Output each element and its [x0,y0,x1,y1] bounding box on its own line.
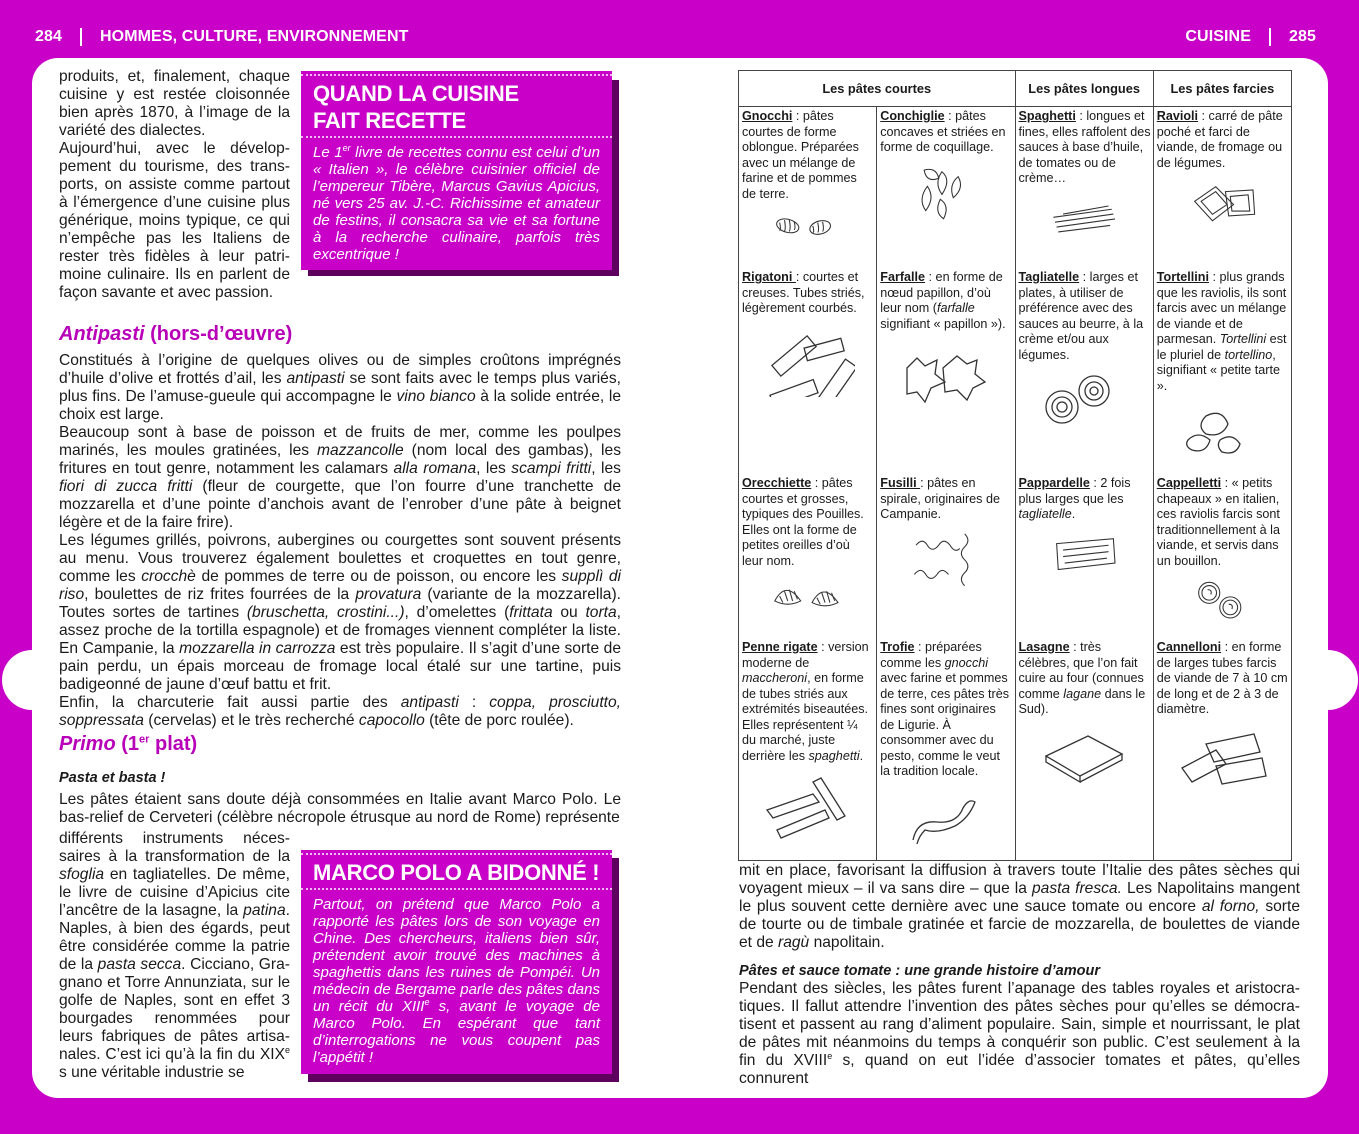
text-run: : « petits chapeaux » en italien, ces raviolis farcis sont traditionnellement à la viande, et servis dans un bouillon. [1156,476,1280,568]
italic-term: al forno, [1201,898,1260,915]
text-run: . [859,748,864,763]
pasta-cell [1015,474,1153,638]
italic-term: (bruschetta, crostini...) [246,604,405,621]
pasta-cell [739,268,877,474]
italic-term: torta [585,604,617,621]
farfalle-icon [880,338,1012,412]
text-run: : longues et fines, elles raffolent des sauces à base d’huile, de tomates ou de crème… [1018,109,1151,185]
table-row [739,638,1292,860]
text-run: , les [591,460,621,477]
text-run: : en forme de larges tubes farcis de viande de 7 à 10 cm de long et de 2 à 3 de diamètre. [1156,640,1288,716]
paragraph [59,532,621,694]
italic-term: alla romana [393,460,477,477]
conchiglie-icon [880,162,1012,222]
text-run: (tête de porc roulée). [424,712,574,729]
italic-term: vino bianco [396,388,476,405]
pasta-name: Tagliatelle [1018,270,1080,284]
italic-term: lagane [1063,686,1102,701]
text-run: : larges et plates, à utiliser de préférence avec des sauces au beurre, à la crème et/ou aux légumes. [1018,270,1144,362]
italic-term: antipasti [400,694,459,711]
italic-term: gnocchi [944,655,989,670]
text-run: Pendant des siècles, les pâtes furent l’apanage des tables royales et aristocratiques. Il fallut attendre l’invention des pâtes sèches pour qu’elles se démocratisent et passent au rang d’aliment populaire. Sain, simple et nourrissant, le plat de pâtes mit néanmoins du temps à conquérir son public. C’est seulement à la fin du XVIII [739,980,1300,1069]
pasta-cell [1153,107,1291,269]
italic-term: Tortellini [1219,332,1267,346]
paragraph [739,862,1300,952]
table-row [739,268,1292,474]
italic-term: capocollo [358,712,425,729]
italic-term: tortellino [1224,347,1273,362]
left-thumb-tab [2,650,62,710]
lasagne-icon [1019,724,1151,798]
table-header: Les pâtes longues [1015,71,1153,107]
section-heading-antipasti: Antipasti (hors-d’œuvre) [59,323,293,345]
text-run: (fleur de courgette, que l’on fourre d’une tranchette de mozzarella et d’une pointe d’anchois avant de l’enrober d’une pâte à beignet légère et de la faire frire). [59,478,621,531]
pasta-cell [1153,474,1291,638]
text-run: (nom local des gambas), les fritures en tout genre, notamment les calamars [59,442,621,477]
pasta-name: Gnocchi [742,109,793,123]
right-text-column [739,862,1300,1088]
italic-term: ragù [778,934,810,951]
italic-term: spaghetti [808,748,860,763]
right-running-header [1185,28,1316,46]
italic-term: tagliatelle [1018,507,1072,521]
pasta-name: Spaghetti [1018,109,1076,123]
text-run: : plus grands que les raviolis, ils sont farcis avec un mélange de viande et de parmesan. [1156,270,1287,346]
italic-term: supplì di riso [59,568,621,603]
header-divider [1269,28,1271,46]
right-thumb-tab [1298,650,1358,710]
text-run: Beaucoup sont à base de poisson et de fruits de mer, comme les poulpes marinés, les moules gratinées, les [59,424,621,459]
subheading: Pasta et basta ! [59,770,166,786]
text-run: avec farine et pommes de terre, ces pâtes très fines sont originaires de Ligurie. À consommer avec du pesto, comme le veut la tradition locale. [880,671,1010,778]
section-heading-primo: Primo (1er plat) [59,733,198,755]
paragraph [59,424,621,532]
text-run: napolitain. [809,934,885,951]
pasta-name: Pappardelle [1018,476,1090,490]
superscript: e [284,1044,290,1055]
paragraph: Les pâtes étaient sans doute déjà consommées en Italie avant Marco Polo. Le bas-relief de Cerveteri (célèbre nécropole étrusque au nord de Rome) représente [59,791,621,826]
left-section-title: HOMMES, CULTURE, ENVIRONNEMENT [100,28,409,45]
italic-term: coppa, prosciutto, soppressata [59,694,622,729]
text-run: ou [552,604,586,621]
text-run: de pommes de terre ou de poisson, ou encore les [195,568,562,585]
gnocchi-icon [742,208,874,268]
text-run: : préparées comme les [880,640,982,670]
box-title-line: QUAND LA CUISINE [313,81,519,106]
text-run: signifiant « papillon »). [880,316,1006,331]
intro-column [59,68,290,302]
text-run: différents instruments nécessaires à la transformation de la [59,830,290,865]
pasta-cell [877,268,1015,474]
text-run: à la solide entrée, le choix est large. [59,388,621,423]
italic-term: patina [243,902,286,919]
text-run: Les Napolitains mangent le plus souvent cette dernière avec une sauce tomate ou encore [739,880,1300,915]
pasta-types-table [738,70,1292,861]
table-row [739,474,1292,638]
italic-term: pasta fresca. [1031,880,1122,897]
primo-section [59,732,621,827]
pasta-cell [1153,638,1291,860]
pasta-name: Fusilli [880,476,921,490]
text-run: , boulettes de riz frites fourrées de la [84,586,356,603]
paragraph [739,980,1300,1088]
text-run: s une véritable industrie se [59,1064,245,1081]
paragraph [59,694,621,730]
text-run: mit en place, favorisant la diffusion à travers toute l’Italie des pâtes sèches qui voyagent mieux – il va sans dire – que la [739,862,1300,897]
paragraph [59,352,621,424]
pasta-name: Cannelloni [1156,640,1222,654]
italic-term: maccheroni [742,671,808,685]
antipasti-section [59,322,621,730]
rigatoni-icon [742,323,874,397]
pasta-cell [1153,268,1291,474]
right-page-number: 285 [1289,28,1316,45]
text-run: : pâtes en spirale, originaires de Campanie. [880,476,1000,521]
subheading: Pâtes et sauce tomate : une grande histoire d’amour [739,963,1100,979]
text-run: . Cicciano, Gragnano et Torre Annunziata, sur le golfe de Naples, sont en effet 3 bourgades renommées pour leurs fabriques de pâtes artisanales. C’est ici qu’à la fin du XIX [59,956,290,1063]
text-run: : très célèbres, que l’on fait cuire au four (connues comme [1018,640,1144,701]
orecchiette-icon [742,575,874,635]
italic-term: farfalle [936,301,975,315]
italic-term: crocchè [141,568,196,585]
text-run: en tagliatelles. De même, le livre de cuisine d’Apicius cite l’ancêtre de la lasagne, la [59,866,290,919]
box-title: MARCO POLO A BIDONNÉ ! [313,860,600,885]
left-running-header [35,28,408,46]
table-row [739,107,1292,269]
ravioli-icon [1157,177,1289,237]
text-run: : pâtes courtes de forme oblongue. Préparées avec un mélange de farine et de pommes de terre. [742,109,859,201]
pasta-cell [877,638,1015,860]
box-title-line: FAIT RECETTE [313,108,466,133]
italic-term: scampi fritti [511,460,592,477]
text-run: : version moderne de [742,640,869,670]
text-run: , en forme de tubes striés aux extrémités biseautées. Elles représentent ¼ du marché, juste derrière les [742,671,868,763]
pasta-name: Conchiglie [880,109,945,123]
pasta-name: Cappelletti [1156,476,1222,490]
intro-paragraph: produits, et, finalement, chaque cuisine y est restée cloisonnée bien après 1870, à l’image de la variété des dialectes. [59,68,290,139]
pasta-name: Penne rigate [742,640,818,654]
paragraph [59,830,290,1082]
text-run: : carré de pâte poché et farci de viande, de fromage ou de légumes. [1156,109,1283,170]
fusilli-icon [880,529,1012,589]
box-title [301,76,612,136]
italic-term: mozzarella in carrozza [179,640,336,657]
header-divider [80,28,82,46]
spaghetti-icon [1019,193,1151,253]
pasta-cell [739,638,877,860]
primo-column [59,830,290,1082]
text-run: , les [476,460,512,477]
text-run: sorte de tourte ou de timbale gratinée et farcie de mozzarella, de boulettes de viande et de [739,898,1300,951]
cappelletti-icon [1157,575,1289,635]
text-run: est très populaire. Il s’agit d’une sorte de pain perdu, un épais morceau de fromage local étalé sur une tartine, puis badigeonné de jaune d’œuf battu et frit. [59,640,622,693]
pasta-cell [1015,268,1153,474]
pasta-name: Ravioli [1156,109,1199,123]
pasta-name: Orecchiette [742,476,812,490]
text-run: , assez proche de la tortilla espagnole) et de fromages viennent compléter la liste. En Campanie, la [59,604,621,657]
italic-term: mazzancolle [317,442,404,459]
sidebar-box-marco-polo [301,850,612,1074]
tagliatelle-icon [1019,369,1151,443]
pasta-name: Tortellini [1156,270,1209,284]
text-run: Enfin, la charcuterie fait aussi partie des [59,694,401,711]
pasta-name: Trofie [880,640,915,654]
text-run: , d’omelettes ( [404,604,510,621]
italic-term: frittata [509,604,553,621]
italic-term: sfoglia [59,866,105,883]
pasta-name: Rigatoni [742,270,796,284]
text-run: : pâtes courtes et grosses, typiques des Pouilles. Elles ont la forme de petites oreilles d’où leur nom. [742,476,864,568]
pasta-cell [877,107,1015,269]
table-header: Les pâtes farcies [1153,71,1291,107]
right-section-title: CUISINE [1185,28,1251,45]
sidebar-box-quand-la-cuisine [301,71,612,270]
italic-term: fiori di zucca fritti [59,478,193,495]
text-run: : courtes et creuses. Tubes striés, légèrement courbés. [742,270,865,315]
cannelloni-icon [1157,724,1289,798]
text-run: , signifiant « petite tarte ». [1156,347,1280,393]
pasta-name: Lasagne [1018,640,1070,654]
text-run: Les légumes grillés, poivrons, aubergines ou courgettes sont souvent présents au menu. Vous trouverez également boulettes et croquettes en tout genre, comme les [59,532,621,585]
italic-term: antipasti [286,370,345,387]
pasta-name: Farfalle [880,270,926,284]
text-run: : pâtes concaves et striées en forme de coquillage. [880,109,1006,154]
text-run: Constitués à l’origine de quelques olives ou de simples croûtons imprégnés d’huile d’olive et frottés d’ail, les [59,352,621,387]
pasta-cell [739,107,877,269]
superscript: e [827,1050,833,1061]
italic-term: provatura [355,586,422,603]
intro-paragraph: Aujourd’hui, avec le développement du tourisme, des transports, on assiste comme partout à l’émergence d’une cuisine plus générique, moins typique, ce qui n’empêche pas les Italiens de rester très fidèles à leur patrimoine culinaire. Ils en parlent de façon savante et avec passion. [59,140,290,301]
box-body: Partout, on prétend que Marco Polo a rapporté les pâtes lors de son voyage en Chine. Des chercheurs, italiens bien sûr, prétendent avoir trouvé des machines à spaghettis dans les ruines de Pompéi. Un médecin de Bergame parle des pâtes dans un récit du XIIIe s, avant le voyage de Marco Polo. En espérant que tant d’interrogations ne vous coupent pas l’appétit ! [313,896,600,1066]
table-header: Les pâtes courtes [739,71,1016,107]
text-run: . [1071,507,1076,521]
box-body: Le 1er livre de recettes connu est celui d’un « Italien », le célèbre cuisinier officiel de l’empereur Tibère, Marcus Gavius Apicius, né vers 25 av. J.-C. Richissime et amateur de festins, il consacra sa vie et sa fortune à la recherche culinaire, parfois très excentrique ! [313,143,600,263]
text-run: : [458,694,490,711]
text-run: : en forme de nœud papillon, d’où leur nom ( [880,270,1003,315]
penne-icon [742,770,874,844]
tortellini-icon [1157,400,1289,474]
pasta-cell [877,474,1015,638]
pasta-cell [1015,107,1153,269]
text-run: est le pluriel de [1156,332,1287,362]
text-run: s, quand on eut l’idée d’associer tomates et pâtes, qu’elles connurent [739,1052,1300,1087]
pasta-cell [1015,638,1153,860]
italic-term: pasta secca [97,956,182,973]
text-run: . Naples, à bien des égards, peut être considérée comme la patrie de la [59,902,290,973]
pappardelle-icon [1019,529,1151,589]
trofie-icon [880,786,1012,860]
text-run: dans le Sud). [1018,686,1146,716]
text-run: (variante de la mozzarella). Toutes sortes de tartines [59,586,622,621]
text-run: (cervelas) et le très recherché [143,712,359,729]
text-run: se sont faits avec le temps plus variés, plus fins. De l’amuse-gueule qui accompagne le [59,370,621,405]
text-run: : 2 fois plus larges que les [1018,476,1131,506]
pasta-cell [739,474,877,638]
left-page-number: 284 [35,28,62,45]
